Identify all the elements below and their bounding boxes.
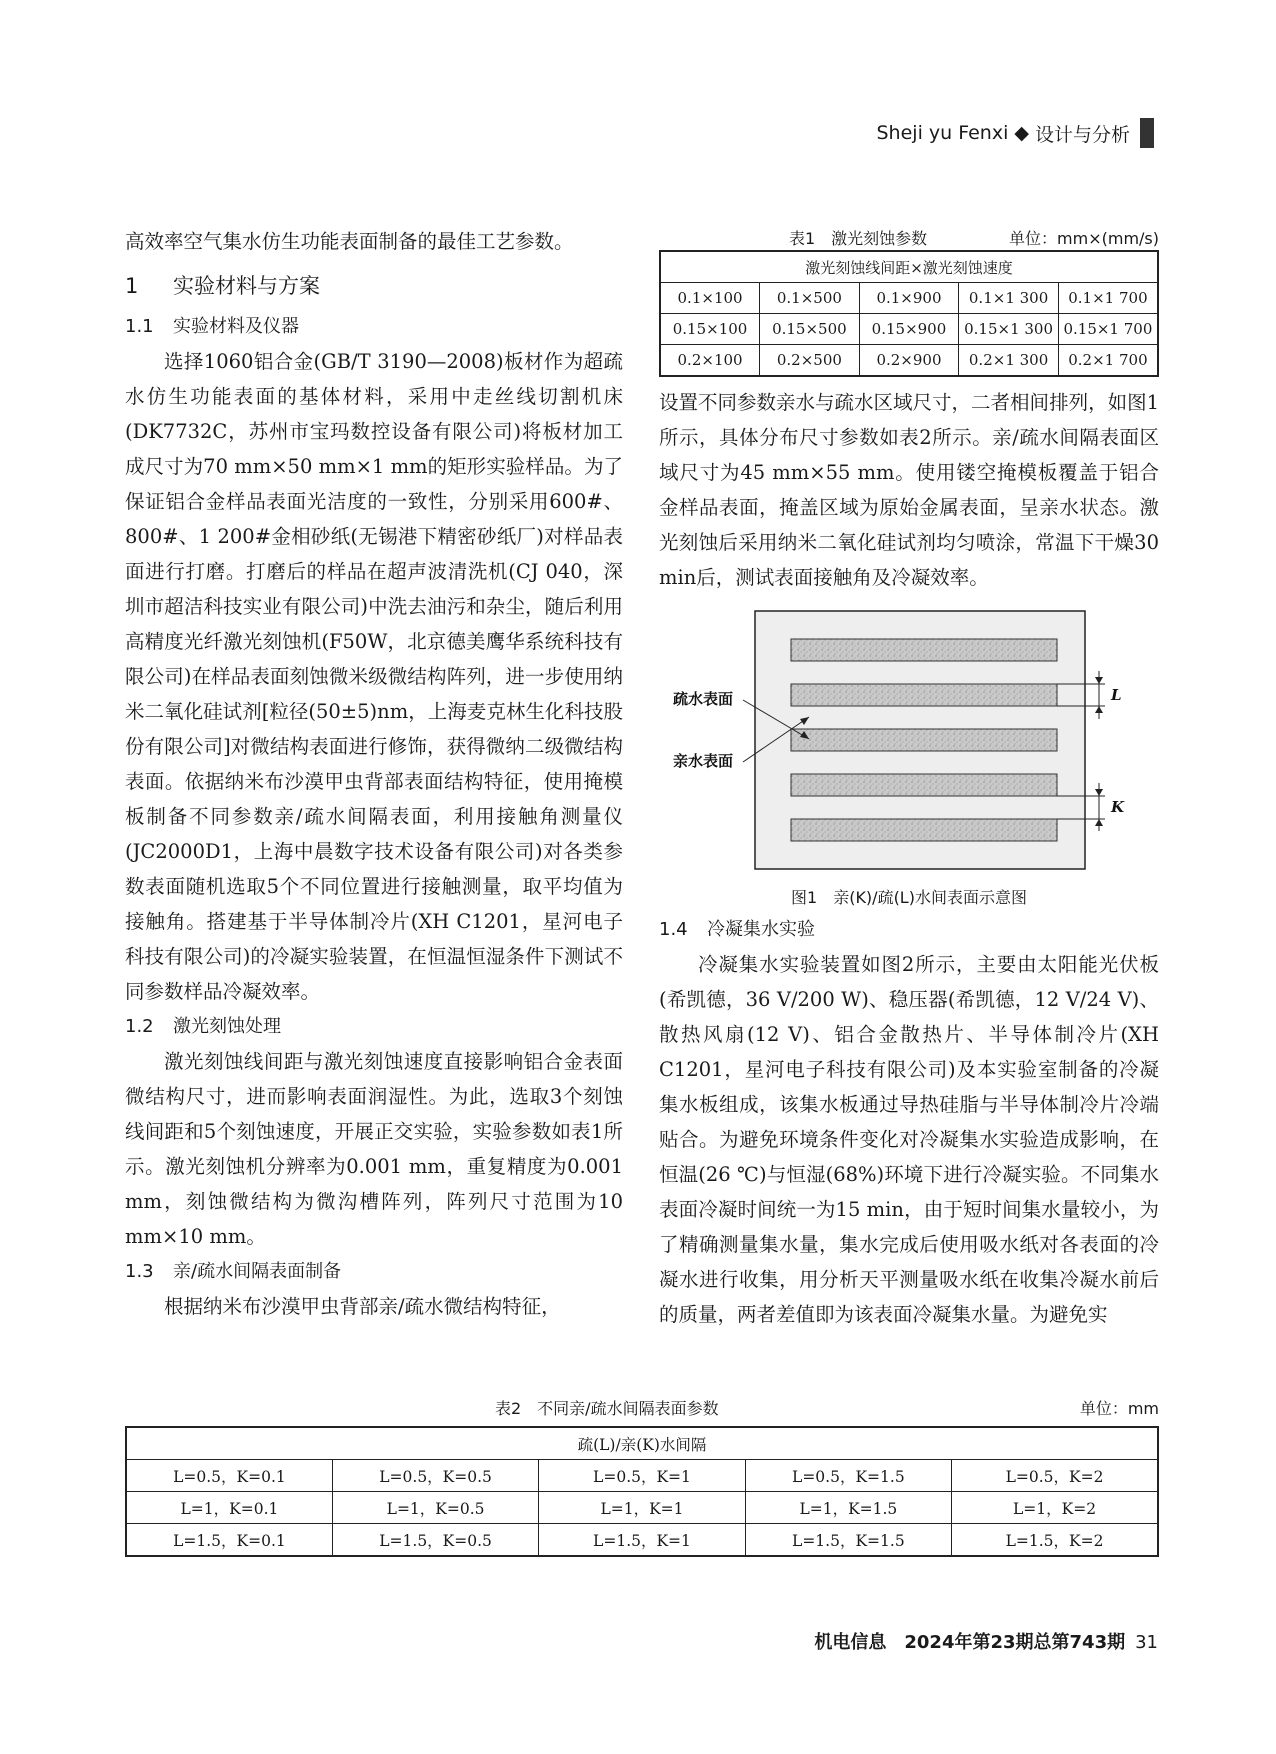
section-1-4-title: 冷凝集水实验 [707, 919, 815, 940]
table-cell: L=0.5，K=1 [539, 1460, 745, 1492]
section-1-4-heading [659, 912, 1159, 947]
section-1-number: 1 [125, 274, 139, 298]
table-2-wrapper [125, 1426, 1159, 1557]
figure-1-diagram [659, 601, 1159, 879]
table-cell: L=1，K=1 [539, 1492, 745, 1524]
table-cell: 0.15×1 700 [1058, 314, 1158, 345]
hydrophobic-stripe [791, 819, 1057, 841]
table-row [660, 283, 1158, 314]
header-pinyin: Sheji yu Fenxi [876, 122, 1009, 144]
right-column [659, 224, 1159, 1332]
table-cell: 0.2×500 [760, 345, 860, 377]
table-cell: L=1.5，K=0.5 [332, 1524, 538, 1557]
table-cell: 0.15×1 300 [959, 314, 1059, 345]
table-row [126, 1492, 1158, 1524]
table-1-caption-row [659, 224, 1159, 250]
label-hydrophobic: 疏水表面 [673, 690, 734, 708]
table-cell: 0.2×1 300 [959, 345, 1059, 377]
intro-line: 高效率空气集水仿生功能表面制备的最佳工艺参数。 [125, 230, 574, 253]
table-2 [125, 1426, 1159, 1557]
table-cell: L=1，K=0.1 [126, 1492, 332, 1524]
figure-1-caption: 图1 亲(K)/疏(L)水间表面示意图 [791, 888, 1027, 907]
footer-journal: 机电信息 2024年第23期总第743期 [814, 1632, 1126, 1653]
table-row [126, 1460, 1158, 1492]
table-cell: 0.1×900 [859, 283, 959, 314]
hydrophobic-stripe [791, 639, 1057, 661]
hydrophobic-stripe [791, 774, 1057, 796]
hydrophobic-stripe [791, 729, 1057, 751]
section-1-3-heading [125, 1254, 623, 1289]
table-1-header: 激光刻蚀线间距×激光刻蚀速度 [660, 251, 1158, 283]
table-row [660, 314, 1158, 345]
section-1-1-heading [125, 309, 623, 344]
table-cell: L=1.5，K=0.1 [126, 1524, 332, 1557]
table-2-header: 疏(L)/亲(K)水间隔 [126, 1427, 1158, 1460]
paragraph-1-1: 选择1060铝合金(GB/T 3190—2008)板材作为超疏水仿生功能表面的基体材料，采用中走丝线切割机床(DK7732C，苏州市宝玛数控设备有限公司)将板材加工成尺寸为70 mm×50 mm×1 mm的矩形实验样品。为了保证铝合金样品表面光洁度的一致性，分别采用600#、800#、1 200#金相砂纸(无锡港下精密砂纸厂)对样品表面进行打磨。打磨后的样品在超声波清洗机(CJ 040，深圳市超洁科技实业有限公司)中洗去油污和杂尘，随后利用高精度光纤激光刻蚀机(F50W，北京德美鹰华系统科技有限公司)在样品表面刻蚀微米级微结构阵列，进一步使用纳米二氧化硅试剂[粒径(50±5)nm，上海麦克林生化科技股份有限公司]对微结构表面进行修饰，获得微纳二级微结构表面。依据纳米布沙漠甲虫背部表面结构特征，使用掩模板制备不同参数亲/疏水间隔表面，利用接触角测量仪(JC2000D1，上海中晨数字技术设备有限公司)对各类参数表面随机选取5个不同位置进行接触测量，取平均值为接触角。搭建基于半导体制冷片(XH C1201，星河电子科技有限公司)的冷凝实验装置，在恒温恒湿条件下测试不同参数样品冷凝效率。 [125, 350, 623, 1003]
table-cell: 0.2×900 [859, 345, 959, 377]
table-cell: 0.1×500 [760, 283, 860, 314]
table-cell: 0.15×100 [660, 314, 760, 345]
section-1-4-number: 1.4 [659, 919, 688, 940]
page-footer [814, 1628, 1158, 1654]
dimension-L-label: L [1111, 686, 1122, 704]
left-column [125, 224, 623, 1324]
table-1-caption: 表1 激光刻蚀参数 [789, 229, 928, 248]
section-1-title: 实验材料与方案 [173, 274, 320, 298]
label-hydrophilic: 亲水表面 [673, 752, 734, 770]
paragraph-1-3-continued: 设置不同参数亲水与疏水区域尺寸，二者相间排列，如图1所示，具体分布尺寸参数如表2所示。亲/疏水间隔表面区域尺寸为45 mm×55 mm。使用镂空掩模板覆盖于铝合金样品表面，掩盖区域为原始金属表面，呈亲水状态。激光刻蚀后采用纳米二氧化硅试剂均匀喷涂，常温下干燥30 min后，测试表面接触角及冷凝效率。 [659, 391, 1159, 589]
section-1-2-title: 激光刻蚀处理 [173, 1016, 281, 1037]
table-1 [659, 250, 1159, 377]
table-cell: L=0.5，K=1.5 [745, 1460, 951, 1492]
table-cell: 0.15×500 [760, 314, 860, 345]
table-cell: L=1.5，K=1.5 [745, 1524, 951, 1557]
table-cell: L=1.5，K=2 [952, 1524, 1158, 1557]
table-cell: L=0.5，K=0.5 [332, 1460, 538, 1492]
table-cell: 0.15×900 [859, 314, 959, 345]
table-cell: L=0.5，K=0.1 [126, 1460, 332, 1492]
header-bar [1140, 118, 1154, 148]
section-1-2-heading [125, 1009, 623, 1044]
table-row [660, 345, 1158, 377]
table-cell: L=1.5，K=1 [539, 1524, 745, 1557]
section-1-2-number: 1.2 [125, 1016, 154, 1037]
dimension-K-label: K [1111, 798, 1125, 816]
diamond-icon: ◆ [1014, 122, 1029, 144]
table-cell: L=0.5，K=2 [952, 1460, 1158, 1492]
running-header [877, 118, 1155, 148]
table-cell: 0.1×1 700 [1058, 283, 1158, 314]
table-row [126, 1524, 1158, 1557]
table-cell: 0.1×100 [660, 283, 760, 314]
table-2-caption: 表2 不同亲/疏水间隔表面参数 [495, 1399, 719, 1418]
paragraph-1-4: 冷凝集水实验装置如图2所示，主要由太阳能光伏板(希凯德，36 V/200 W)、稳压器(希凯德，12 V/24 V)、散热风扇(12 V)、铝合金散热片、半导体制冷片(XH C1201，星河电子科技有限公司)及本实验室制备的冷凝集水板组成，该集水板通过导热硅脂与半导体制冷片冷端贴合。为避免环境条件变化对冷凝集水实验造成影响，在恒温(26 ℃)与恒湿(68%)环境下进行冷凝实验。不同集水表面冷凝时间统一为15 min，由于短时间集水量较小，为了精确测量集水量，集水完成后使用吸水纸对各表面的冷凝水进行收集，用分析天平测量吸水纸在收集冷凝水前后的质量，两者差值即为该表面冷凝集水量。为避免实 [659, 953, 1159, 1326]
table-2-caption-row [125, 1396, 1159, 1420]
page-number: 31 [1135, 1632, 1158, 1653]
hydrophobic-stripe [791, 684, 1057, 706]
table-1-unit: 单位：mm×(mm/s) [1009, 229, 1159, 248]
table-cell: L=1，K=0.5 [332, 1492, 538, 1524]
paragraph-1-3: 根据纳米布沙漠甲虫背部亲/疏水微结构特征， [164, 1295, 561, 1318]
figure-1 [659, 601, 1159, 879]
table-cell: 0.2×100 [660, 345, 760, 377]
section-1-3-title: 亲/疏水间隔表面制备 [173, 1261, 342, 1282]
section-1-heading [125, 263, 623, 309]
table-2-unit: 单位：mm [1079, 1399, 1159, 1418]
table-cell: L=1，K=1.5 [745, 1492, 951, 1524]
table-cell: 0.1×1 300 [959, 283, 1059, 314]
section-1-1-title: 实验材料及仪器 [173, 316, 299, 337]
header-section: 设计与分析 [1034, 123, 1130, 146]
section-1-1-number: 1.1 [125, 316, 154, 337]
paragraph-1-2: 激光刻蚀线间距与激光刻蚀速度直接影响铝合金表面微结构尺寸，进而影响表面润湿性。为此，选取3个刻蚀线间距和5个刻蚀速度，开展正交实验，实验参数如表1所示。激光刻蚀机分辨率为0.001 mm，重复精度为0.001 mm，刻蚀微结构为微沟槽阵列，阵列尺寸范围为10 mm×10 mm。 [125, 1050, 623, 1248]
section-1-3-number: 1.3 [125, 1261, 154, 1282]
table-cell: L=1，K=2 [952, 1492, 1158, 1524]
table-cell: 0.2×1 700 [1058, 345, 1158, 377]
